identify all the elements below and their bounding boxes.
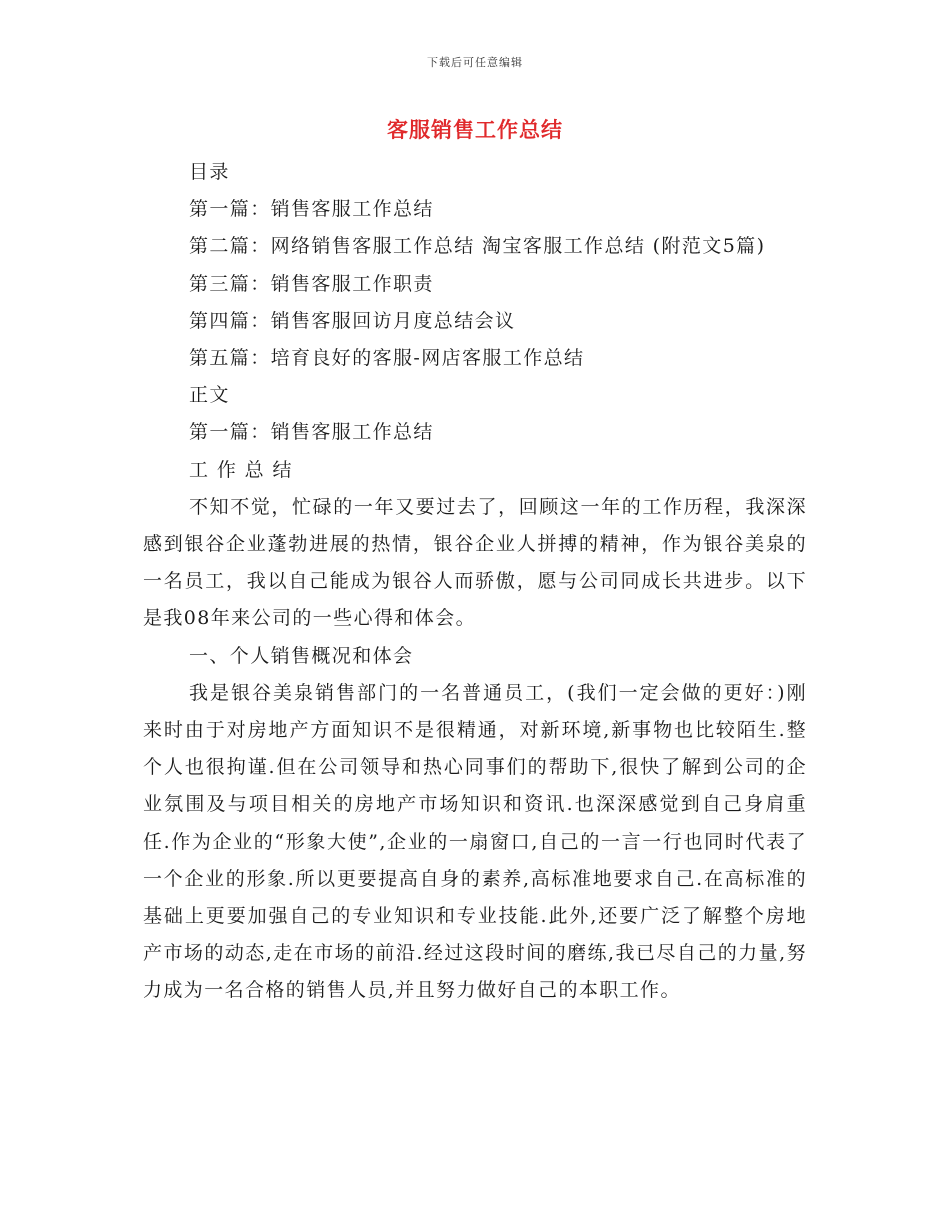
toc-item-3: 第三篇：销售客服工作职责 (189, 272, 434, 295)
toc-item-1: 第一篇：销售客服工作总结 (189, 198, 434, 221)
toc-item-5: 第五篇：培育良好的客服-网店客服工作总结 (189, 347, 585, 370)
subsection-heading: 一、个人销售概况和体会 (189, 644, 414, 667)
toc-heading: 目录 (189, 161, 230, 183)
body-heading: 正文 (189, 384, 230, 407)
header-note: 下载后可任意编辑 (427, 56, 523, 69)
chapter-heading: 第一篇：销售客服工作总结 (189, 421, 434, 444)
body-paragraph-1: 不知不觉，忙碌的一年又要过去了，回顾这一年的工作历程，我深深感到银谷企业蓬勃进展的热情，银谷企业人拼搏的精神，作为银谷美泉的一名员工，我以自己能成为银谷人而骄傲，愿与公司同成长共进步。以下是我08年来公司的一些心得和体会。 (143, 495, 807, 630)
body-paragraph-2: 我是银谷美泉销售部门的一名普通员工，(我们一定会做的更好：)刚来时由于对房地产方面知识不是很精通，对新环境,新事物也比较陌生.整个人也很拘谨.但在公司领导和热心同事们的帮助下,很快了解到公司的企业氛围及与项目相关的房地产市场知识和资讯.也深深感觉到自己身肩重任.作为企业的“形象大使”,企业的一扇窗口,自己的一言一行也同时代表了一个企业的形象.所以更要提高自身的素养,高标准地要求自己.在高标准的基础上更要加强自己的专业知识和专业技能.此外,还要广泛了解整个房地产市场的动态,走在市场的前沿.经过这段时间的磨练,我已尽自己的力量,努力成为一名合格的销售人员,并且努力做好自己的本职工作。 (143, 681, 807, 1002)
document-title: 客服销售工作总结 (387, 118, 563, 142)
toc-item-4: 第四篇：销售客服回访月度总结会议 (189, 309, 516, 332)
section-heading: 工 作 总 结 (189, 458, 293, 481)
toc-item-2: 第二篇：网络销售客服工作总结 淘宝客服工作总结 (附范文5篇) (189, 235, 766, 258)
document-body (143, 154, 807, 1010)
